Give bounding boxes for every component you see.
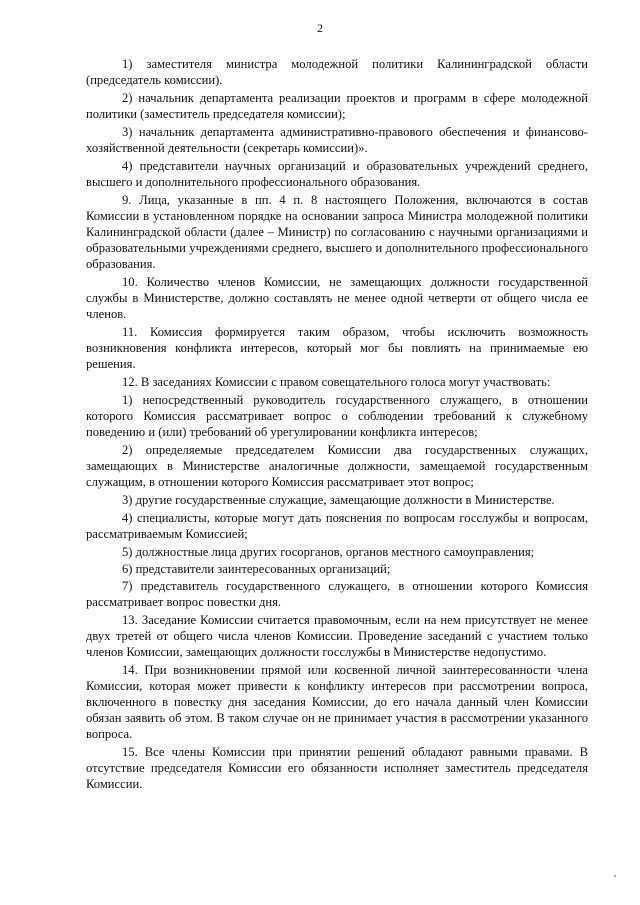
paragraph-12-item-2: 2) определяемые председателем Комиссии два государственных служащих, замещающих в Министерстве аналогичные должности, замещаемой государственным служащим, в отношении которого Комиссия рассматривает этот вопрос;: [86, 443, 588, 489]
paragraph-12-item-1: 1) непосредственный руководитель государственного служащего, в отношении которого Комиссия рассматривает вопрос о соблюдении требований к служебному поведению и (или) требований об урегулировании конфликта интересов;: [86, 393, 588, 439]
paragraph-12-item-7: 7) представитель государственного служащего, в отношении которого Комиссия рассматривает вопрос повестки дня.: [86, 579, 588, 609]
paragraph-12-item-3: 3) другие государственные служащие, замещающие должности в Министерстве.: [122, 493, 555, 507]
paragraph-12-item-4: 4) специалисты, которые могут дать пояснения по вопросам госслужбы и вопросам, рассматриваемым Комиссией;: [86, 511, 588, 541]
paragraph-4: 4) представители научных организаций и образовательных учреждений среднего, высшего и дополнительного профессионального образования.: [86, 159, 588, 189]
paragraph-2: 2) начальник департамента реализации проектов и программ в сфере молодежной политики (заместитель председателя комиссии);: [86, 91, 588, 121]
paragraph-10: 10. Количество членов Комиссии, не замещающих должности государственной службы в Министерстве, должно составлять не менее одной четверти от общего числа ее членов.: [86, 275, 588, 321]
paragraph-3: 3) начальник департамента административно-правового обеспечения и финансово-хозяйственной деятельности (секретарь комиссии)».: [86, 125, 588, 155]
paragraph-12: 12. В заседаниях Комиссии с правом совещательного голоса могут участвовать:: [122, 375, 551, 389]
paragraph-12-item-5: 5) должностные лица других госорганов, органов местного самоуправления;: [122, 545, 535, 559]
paragraph-9: 9. Лица, указанные в пп. 4 п. 8 настоящего Положения, включаются в состав Комиссии в установленном порядке на основании запроса Министра молодежной политики Калининградской области (далее – Министр) по согласованию с научными организациями и образовательными учреждениями среднего, высшего и дополнительного профессионального образования.: [86, 193, 588, 271]
paragraph-13: 13. Заседание Комиссии считается правомочным, если на нем присутствует не менее двух третей от общего числа членов Комиссии. Проведение заседаний с участием только членов Комиссии, замещающих должности госслужбы в Министерстве недопустимо.: [86, 613, 588, 659]
page-number: 2: [317, 21, 323, 35]
paragraph-1: 1) заместителя министра молодежной политики Калининградской области (председатель комиссии).: [86, 57, 588, 87]
paragraph-12-item-6: 6) представители заинтересованных организаций;: [122, 562, 391, 576]
scan-speck: [614, 875, 616, 877]
paragraph-15: 15. Все члены Комиссии при принятии решений обладают равными правами. В отсутствие председателя Комиссии его обязанности исполняет заместитель председателя Комиссии.: [86, 745, 588, 791]
document-body: [86, 56, 588, 794]
paragraph-14: 14. При возникновении прямой или косвенной личной заинтересованности члена Комиссии, которая может привести к конфликту интересов при рассмотрении вопроса, включенного в повестку дня заседания Комиссии, до его начала данный член Комиссии обязан заявить об этом. В таком случае он не принимает участия в рассмотрении указанного вопроса.: [86, 663, 588, 741]
paragraph-11: 11. Комиссия формируется таким образом, чтобы исключить возможность возникновения конфликта интересов, который мог бы повлиять на принимаемые ею решения.: [86, 325, 588, 371]
